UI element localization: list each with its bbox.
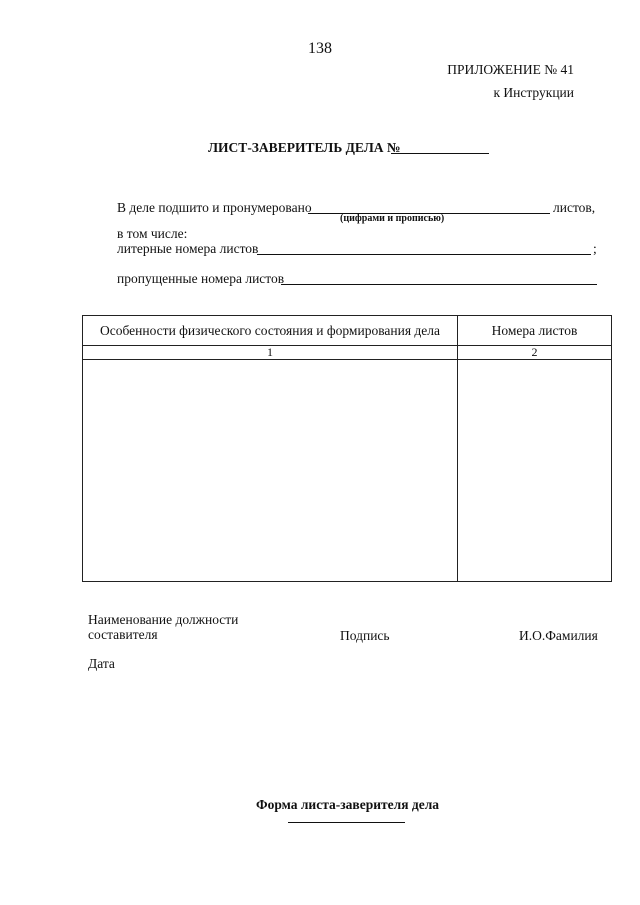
sewn-label: В деле подшито и пронумеровано	[117, 200, 312, 215]
case-number-line	[391, 153, 489, 154]
document-title: ЛИСТ-ЗАВЕРИТЕЛЬ ДЕЛА №	[208, 140, 401, 155]
footer-underline	[288, 822, 405, 823]
column-header-condition: Особенности физического состояния и формирования дела	[83, 316, 458, 346]
form-caption: Форма листа-заверителя дела	[255, 797, 440, 812]
position-label-2: составителя	[88, 627, 158, 642]
letter-sheets-line	[257, 254, 591, 255]
column-header-sheets: Номера листов	[458, 316, 612, 346]
letter-sheets-end: ;	[593, 241, 597, 256]
sheets-cell	[458, 360, 612, 582]
signature-label: Подпись	[340, 628, 390, 643]
sewn-suffix: листов,	[553, 200, 596, 215]
letter-sheets-label: литерные номера листов	[117, 241, 259, 256]
column-number-1: 1	[83, 346, 458, 360]
instruction-label: к Инструкции	[493, 85, 574, 100]
name-label: И.О.Фамилия	[519, 628, 598, 643]
position-label: Наименование должности	[88, 612, 239, 627]
condition-cell	[83, 360, 458, 582]
column-number-2: 2	[458, 346, 612, 360]
sewn-hint: (цифрами и прописью)	[340, 213, 445, 224]
including-label: в том числе:	[117, 226, 188, 241]
condition-table	[82, 315, 612, 582]
missing-sheets-line	[281, 284, 597, 285]
missing-sheets-label: пропущенные номера листов	[117, 271, 285, 286]
appendix-label: ПРИЛОЖЕНИЕ № 41	[447, 62, 574, 77]
date-label: Дата	[88, 656, 115, 671]
page-number: 138	[308, 40, 332, 57]
